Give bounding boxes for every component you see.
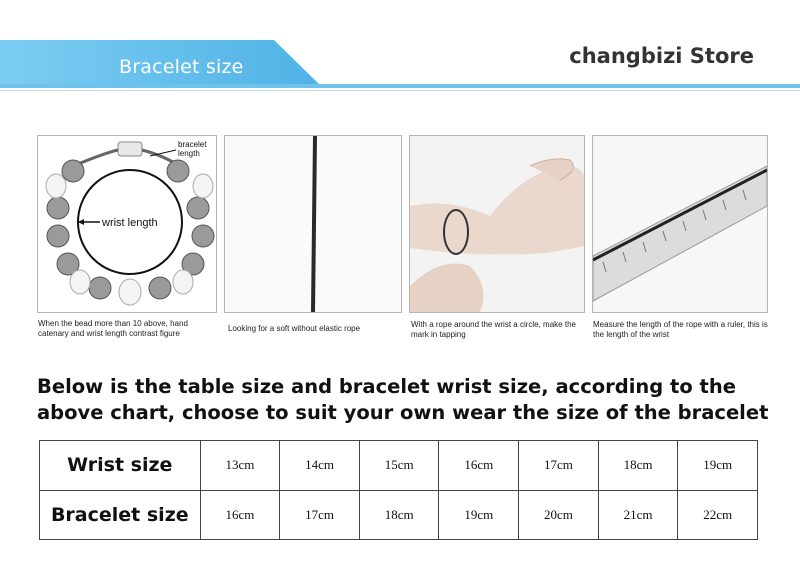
header-divider-thin: [0, 90, 800, 91]
svg-text:length: length: [178, 149, 200, 158]
table-cell: 18cm: [359, 490, 439, 540]
caption-bracelet-diagram: When the bead more than 10 above, hand catenary and wrist length contrast figure: [38, 319, 188, 338]
store-name: changbizi Store: [569, 44, 754, 68]
page-title: Bracelet size: [119, 56, 244, 78]
caption-wrist: With a rope around the wrist a circle, make the mark in tapping: [411, 320, 576, 339]
rope-photo-panel: [224, 135, 402, 313]
svg-text:wrist length: wrist length: [102, 217, 158, 229]
caption-rope: Looking for a soft without elastic rope: [228, 324, 361, 333]
table-cell: 16cm: [200, 490, 280, 540]
row-label: Wrist size: [40, 441, 201, 491]
table-cell: 17cm: [280, 490, 360, 540]
bracelet-diagram-image: [38, 136, 216, 312]
table-cell: 15cm: [359, 441, 439, 491]
bracelet-diagram-panel: [37, 135, 217, 313]
table-cell: 19cm: [439, 490, 519, 540]
table-cell: 17cm: [519, 441, 599, 491]
ruler-photo-panel: [592, 135, 768, 313]
table-cell: 16cm: [439, 441, 519, 491]
table-row: [40, 441, 758, 491]
rope-photo: [225, 136, 401, 312]
size-intro-text: Below is the table size and bracelet wrist size, according to the above chart, choose to suit your own wear the size of the bracelet: [37, 375, 769, 424]
ruler-photo: [593, 136, 767, 312]
table-cell: 13cm: [200, 441, 280, 491]
row-label: Bracelet size: [40, 490, 201, 540]
caption-ruler: Measure the length of the rope with a ruler, this is the length of the wrist: [593, 320, 768, 339]
table-row: [40, 490, 758, 540]
table-cell: 21cm: [598, 490, 678, 540]
header-divider: [0, 84, 800, 88]
wrist-photo: [410, 136, 584, 312]
svg-text:bracelet: bracelet: [178, 140, 207, 149]
table-cell: 22cm: [678, 490, 758, 540]
table-cell: 20cm: [519, 490, 599, 540]
table-cell: 18cm: [598, 441, 678, 491]
table-cell: 14cm: [280, 441, 360, 491]
size-table: [39, 440, 758, 540]
table-cell: 19cm: [678, 441, 758, 491]
wrist-photo-panel: [409, 135, 585, 313]
